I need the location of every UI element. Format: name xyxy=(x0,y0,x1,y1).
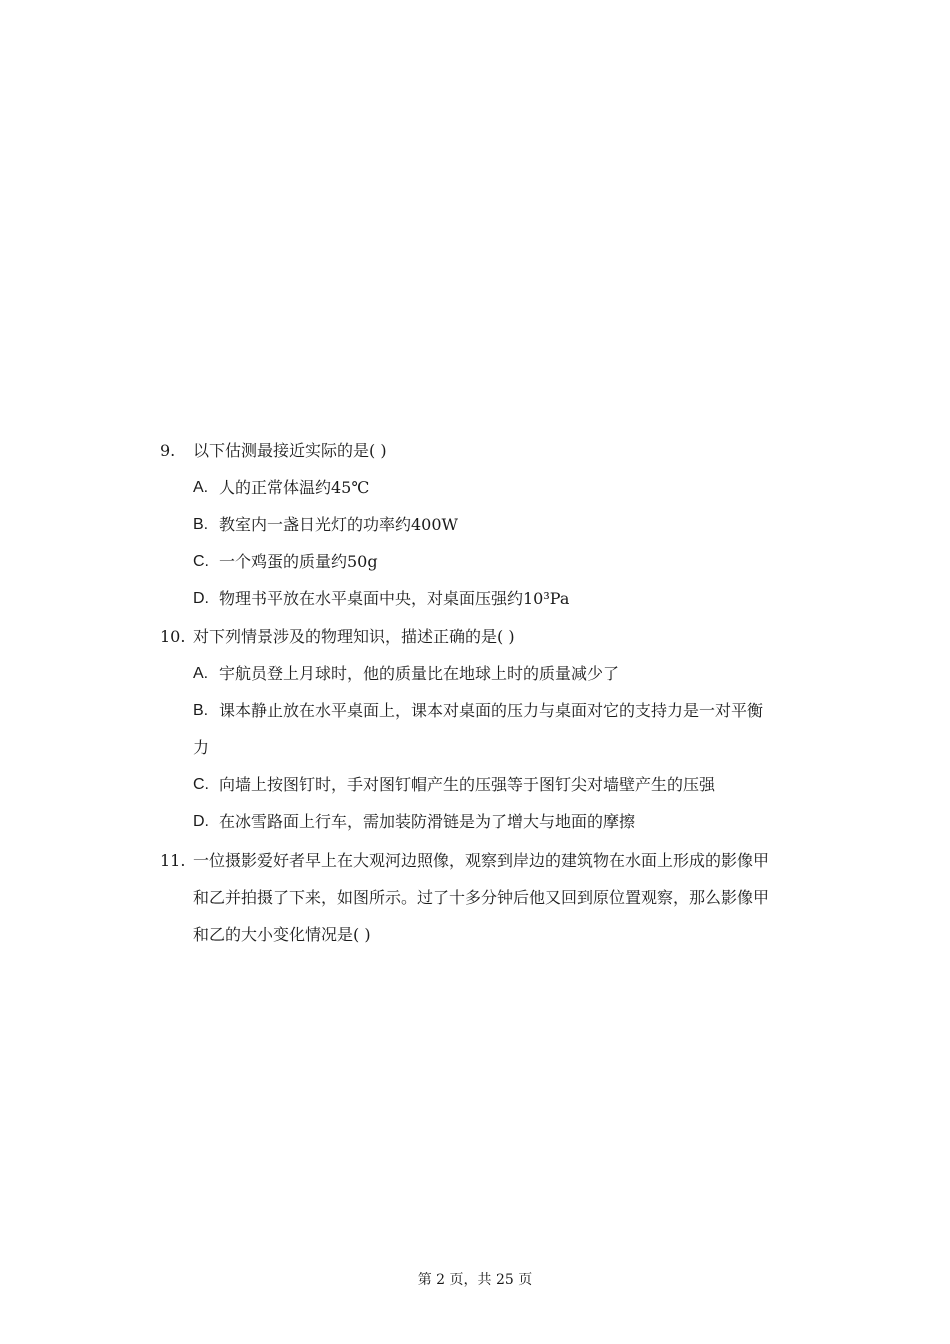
option-text: 一个鸡蛋的质量约50g xyxy=(219,552,378,571)
question-number: 11. xyxy=(160,851,186,870)
question-stem-line xyxy=(160,842,810,879)
question-stem: 以下估测最接近实际的是( ) xyxy=(193,441,387,460)
question-stem-line xyxy=(160,432,810,469)
option-a xyxy=(160,469,810,506)
question-stem-line xyxy=(160,916,810,953)
question-11 xyxy=(160,842,810,953)
option-text: 宇航员登上月球时，他的质量比在地球上时的质量减少了 xyxy=(219,664,620,683)
option-letter: C. xyxy=(193,776,209,793)
option-c xyxy=(160,766,810,803)
option-text: 人的正常体温约45℃ xyxy=(219,478,370,497)
option-a xyxy=(160,655,810,692)
option-letter: D. xyxy=(193,590,209,607)
option-d xyxy=(160,803,810,840)
question-number: 9. xyxy=(160,441,176,460)
question-9 xyxy=(160,432,810,617)
option-letter: A. xyxy=(193,479,209,496)
option-text: 课本静止放在水平桌面上，课本对桌面的压力与桌面对它的支持力是一对平衡 xyxy=(219,701,764,720)
question-stem-line xyxy=(160,618,810,655)
option-letter: A. xyxy=(193,665,209,682)
option-b xyxy=(160,506,810,543)
option-d xyxy=(160,580,810,617)
question-stem-line-1: 一位摄影爱好者早上在大观河边照像，观察到岸边的建筑物在水面上形成的影像甲 xyxy=(193,851,770,870)
option-letter: B. xyxy=(193,702,209,719)
option-text-continuation: 力 xyxy=(193,738,210,757)
option-letter: B. xyxy=(193,516,209,533)
option-b-continuation xyxy=(160,729,810,766)
option-letter: D. xyxy=(193,813,209,830)
question-10 xyxy=(160,618,810,840)
option-b xyxy=(160,692,810,729)
question-stem: 对下列情景涉及的物理知识，描述正确的是( ) xyxy=(193,627,515,646)
question-stem-line-2: 和乙并拍摄了下来，如图所示。过了十多分钟后他又回到原位置观察，那么影像甲 xyxy=(193,888,770,907)
option-text: 教室内一盏日光灯的功率约400W xyxy=(219,515,458,534)
question-stem-line-3: 和乙的大小变化情况是( ) xyxy=(193,925,371,944)
page-footer: 第 2 页，共 25 页 xyxy=(417,1272,533,1288)
option-text: 向墙上按图钉时，手对图钉帽产生的压强等于图钉尖对墙壁产生的压强 xyxy=(219,775,716,794)
option-text: 物理书平放在水平桌面中央，对桌面压强约10³Pa xyxy=(219,589,570,608)
option-letter: C. xyxy=(193,553,209,570)
option-text: 在冰雪路面上行车，需加装防滑链是为了增大与地面的摩擦 xyxy=(219,812,636,831)
option-c xyxy=(160,543,810,580)
question-stem-line xyxy=(160,879,810,916)
question-number: 10. xyxy=(160,627,186,646)
